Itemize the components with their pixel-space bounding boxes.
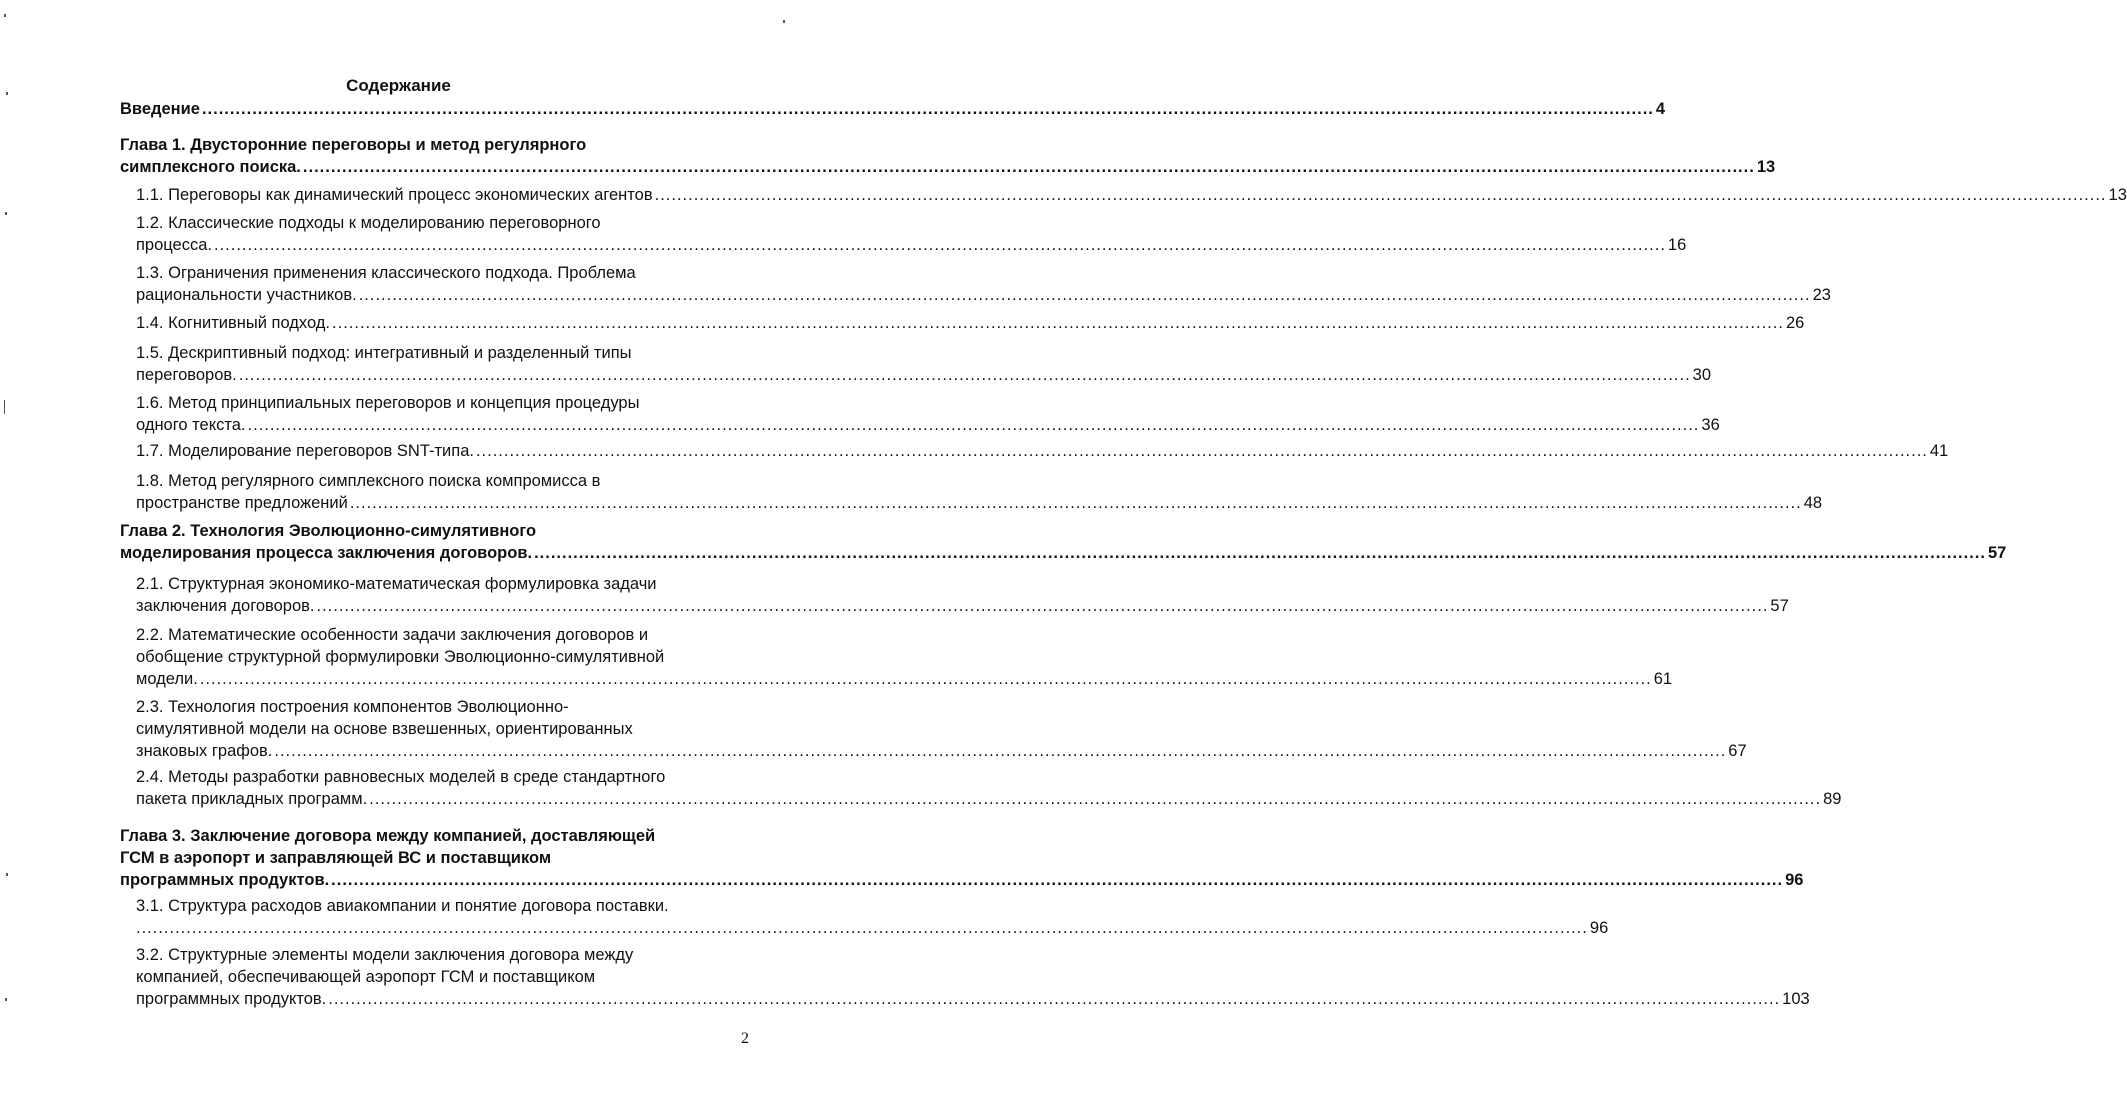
toc-entry-page: 96 xyxy=(1785,871,1804,889)
scan-speck xyxy=(6,92,8,95)
toc-section-entry[interactable] xyxy=(136,392,1720,436)
toc-section-entry[interactable] xyxy=(136,624,1673,690)
toc-section-entry[interactable] xyxy=(136,440,1949,462)
toc-entry-title: процесса. xyxy=(136,236,212,254)
toc-section-entry[interactable] xyxy=(136,696,1747,762)
toc-entry-line: симулятивной модели на основе взвешенных, ориентированных xyxy=(136,720,633,738)
toc-section-entry[interactable] xyxy=(136,470,1823,514)
toc-entry-line: 1.3. Ограничения применения классического подхода. Проблема xyxy=(136,264,636,282)
toc-entry-page: 36 xyxy=(1701,416,1720,434)
toc-entry-title: пространстве предложений xyxy=(136,494,348,512)
toc-entry-leader-line xyxy=(136,184,2127,206)
dot-leader: .................................................................................................................................................................................................................................................................... xyxy=(136,919,1588,937)
toc-entry-page: 57 xyxy=(1987,544,2007,562)
toc-entry-title: программных продуктов. xyxy=(136,990,327,1008)
toc-entry-line: 2.4. Методы разработки равновесных моделей в среде стандартного xyxy=(136,768,666,786)
toc-entry-line: 2.3. Технология построения компонентов Эволюционно- xyxy=(136,698,569,716)
toc-entry-title: Введение xyxy=(120,100,200,118)
dot-leader: .................................................................................................................................................................................................................................................................... xyxy=(534,544,1986,562)
toc-entry-page: 57 xyxy=(1770,597,1789,615)
dot-leader: .................................................................................................................................................................................................................................................................... xyxy=(316,597,1769,615)
toc-entry-leader-line xyxy=(136,668,1673,690)
toc-entry-page: 13 xyxy=(2108,186,2127,204)
scan-speck xyxy=(4,400,5,414)
toc-entry-leader-line xyxy=(136,414,1720,436)
toc-chapter-entry[interactable] xyxy=(120,825,1804,891)
dot-leader: .................................................................................................................................................................................................................................................................... xyxy=(332,314,1784,332)
dot-leader: .................................................................................................................................................................................................................................................................... xyxy=(369,790,1822,808)
toc-entry-line: Глава 1. Двусторонние переговоры и метод регулярного xyxy=(120,136,587,154)
dot-leader: .................................................................................................................................................................................................................................................................... xyxy=(331,871,1784,889)
toc-entry-leader-line xyxy=(136,595,1789,617)
toc-entry-leader-line xyxy=(120,542,2007,564)
toc-entry-line: обобщение структурной формулировки Эволюционно-симулятивной xyxy=(136,648,665,666)
toc-section-entry[interactable] xyxy=(136,766,1842,810)
toc-entry-leader-line xyxy=(120,869,1804,891)
dot-leader: .................................................................................................................................................................................................................................................................... xyxy=(247,416,1700,434)
scan-speck xyxy=(5,998,7,1001)
toc-entry-leader-line xyxy=(120,156,1776,178)
toc-entry-page: 96 xyxy=(1589,919,1609,937)
toc-entry-page: 4 xyxy=(1655,100,1666,118)
toc-entry-line: ГСМ в аэропорт и заправляющей ВС и поставщиком xyxy=(120,849,552,867)
toc-section-entry[interactable] xyxy=(136,212,1687,256)
toc-entry-line: Глава 3. Заключение договора между компанией, доставляющей xyxy=(120,827,656,845)
toc-entry-title: знаковых графов. xyxy=(136,742,273,760)
scan-speck xyxy=(4,14,6,17)
toc-entry-leader-line xyxy=(136,492,1823,514)
dot-leader: .................................................................................................................................................................................................................................................................... xyxy=(302,158,1755,176)
toc-section-entry[interactable] xyxy=(136,312,1805,334)
toc-section-entry[interactable] xyxy=(136,262,1831,306)
toc-entry-title: одного текста. xyxy=(136,416,246,434)
toc-entry-leader-line xyxy=(136,988,1810,1010)
toc-entry-line: 1.5. Дескриптивный подход: интегративный и разделенный типы xyxy=(136,344,632,362)
toc-entry-title: заключения договоров. xyxy=(136,597,315,615)
toc-entry-leader-line xyxy=(136,788,1842,810)
toc-entry-line: 1.2. Классические подходы к моделированию переговорного xyxy=(136,214,601,232)
toc-entry-leader-line xyxy=(136,234,1687,256)
toc-entry-title: 1.7. Моделирование переговоров SNT-типа. xyxy=(136,442,474,460)
toc-section-entry[interactable] xyxy=(136,895,1609,939)
scan-speck xyxy=(6,873,8,876)
toc-entry-line: 2.2. Математические особенности задачи заключения договоров и xyxy=(136,626,649,644)
toc-chapter-entry[interactable] xyxy=(120,520,2007,564)
toc-entry-leader-line xyxy=(136,312,1805,334)
toc-title: Содержание xyxy=(346,76,451,95)
toc-entry-title: симплексного поиска. xyxy=(120,158,301,176)
toc-entry-page: 26 xyxy=(1785,314,1805,332)
toc-entry-leader-line xyxy=(136,284,1831,306)
dot-leader: .................................................................................................................................................................................................................................................................... xyxy=(358,286,1811,304)
toc-entry-title: рациональности участников. xyxy=(136,286,357,304)
dot-leader: .................................................................................................................................................................................................................................................................... xyxy=(349,494,1802,512)
toc-entry-page: 13 xyxy=(1756,158,1776,176)
dot-leader: .................................................................................................................................................................................................................................................................... xyxy=(274,742,1727,760)
toc-entry-title: 1.4. Когнитивный подход. xyxy=(136,314,331,332)
toc-entry-leader-line xyxy=(136,917,1609,939)
toc-section-entry[interactable] xyxy=(136,944,1810,1010)
toc-entry-line: 1.6. Метод принципиальных переговоров и концепция процедуры xyxy=(136,394,640,412)
toc-entry-line: Глава 2. Технология Эволюционно-симулятивного xyxy=(120,522,537,540)
toc-entry-page: 30 xyxy=(1692,366,1712,384)
toc-entry-title: программных продуктов. xyxy=(120,871,330,889)
toc-entry-leader-line xyxy=(120,98,1666,120)
scan-speck xyxy=(5,212,7,215)
toc-entry-line: 1.8. Метод регулярного симплексного поиска компромисса в xyxy=(136,472,601,490)
toc-chapter-entry[interactable] xyxy=(120,134,1776,178)
toc-entry-line: компанией, обеспечивающей аэропорт ГСМ и поставщиком xyxy=(136,968,596,986)
toc-entry-page: 23 xyxy=(1812,286,1831,304)
dot-leader: .................................................................................................................................................................................................................................................................... xyxy=(199,670,1652,688)
toc-entry-line: 3.2. Структурные элементы модели заключения договора между xyxy=(136,946,634,964)
dot-leader: .................................................................................................................................................................................................................................................................... xyxy=(238,366,1691,384)
toc-entry-title: пакета прикладных программ. xyxy=(136,790,368,808)
toc-entry-leader-line xyxy=(136,364,1712,386)
toc-entry-title: переговоров. xyxy=(136,366,237,384)
toc-entry-page: 41 xyxy=(1929,442,1949,460)
toc-entry-title: 1.1. Переговоры как динамический процесс экономических агентов xyxy=(136,186,653,204)
toc-entry-title: моделирования процесса заключения договоров. xyxy=(120,544,533,562)
dot-leader: .................................................................................................................................................................................................................................................................... xyxy=(214,236,1666,254)
toc-section-entry[interactable] xyxy=(136,573,1789,617)
page-number: 2 xyxy=(741,1030,749,1047)
dot-leader: .................................................................................................................................................................................................................................................................... xyxy=(201,100,1654,118)
toc-entry-line: 3.1. Структура расходов авиакомпании и понятие договора поставки. xyxy=(136,897,669,915)
scan-speck xyxy=(783,20,785,23)
toc-chapter-entry[interactable] xyxy=(120,98,1666,120)
dot-leader: .................................................................................................................................................................................................................................................................... xyxy=(475,442,1928,460)
toc-entry-page: 67 xyxy=(1728,742,1747,760)
toc-entry-page: 103 xyxy=(1782,990,1810,1008)
toc-entry-line: 2.1. Структурная экономико-математическая формулировка задачи xyxy=(136,575,657,593)
toc-entry-leader-line xyxy=(136,440,1949,462)
toc-section-entry[interactable] xyxy=(136,342,1712,386)
dot-leader: .................................................................................................................................................................................................................................................................... xyxy=(654,186,2107,204)
toc-entry-title: модели. xyxy=(136,670,198,688)
toc-section-entry[interactable] xyxy=(136,184,2127,206)
toc-entry-page: 89 xyxy=(1823,790,1842,808)
toc-entry-page: 48 xyxy=(1803,494,1823,512)
toc-entry-page: 16 xyxy=(1667,236,1687,254)
dot-leader: .................................................................................................................................................................................................................................................................... xyxy=(328,990,1781,1008)
toc-entry-page: 61 xyxy=(1653,670,1673,688)
toc-entry-leader-line xyxy=(136,740,1747,762)
